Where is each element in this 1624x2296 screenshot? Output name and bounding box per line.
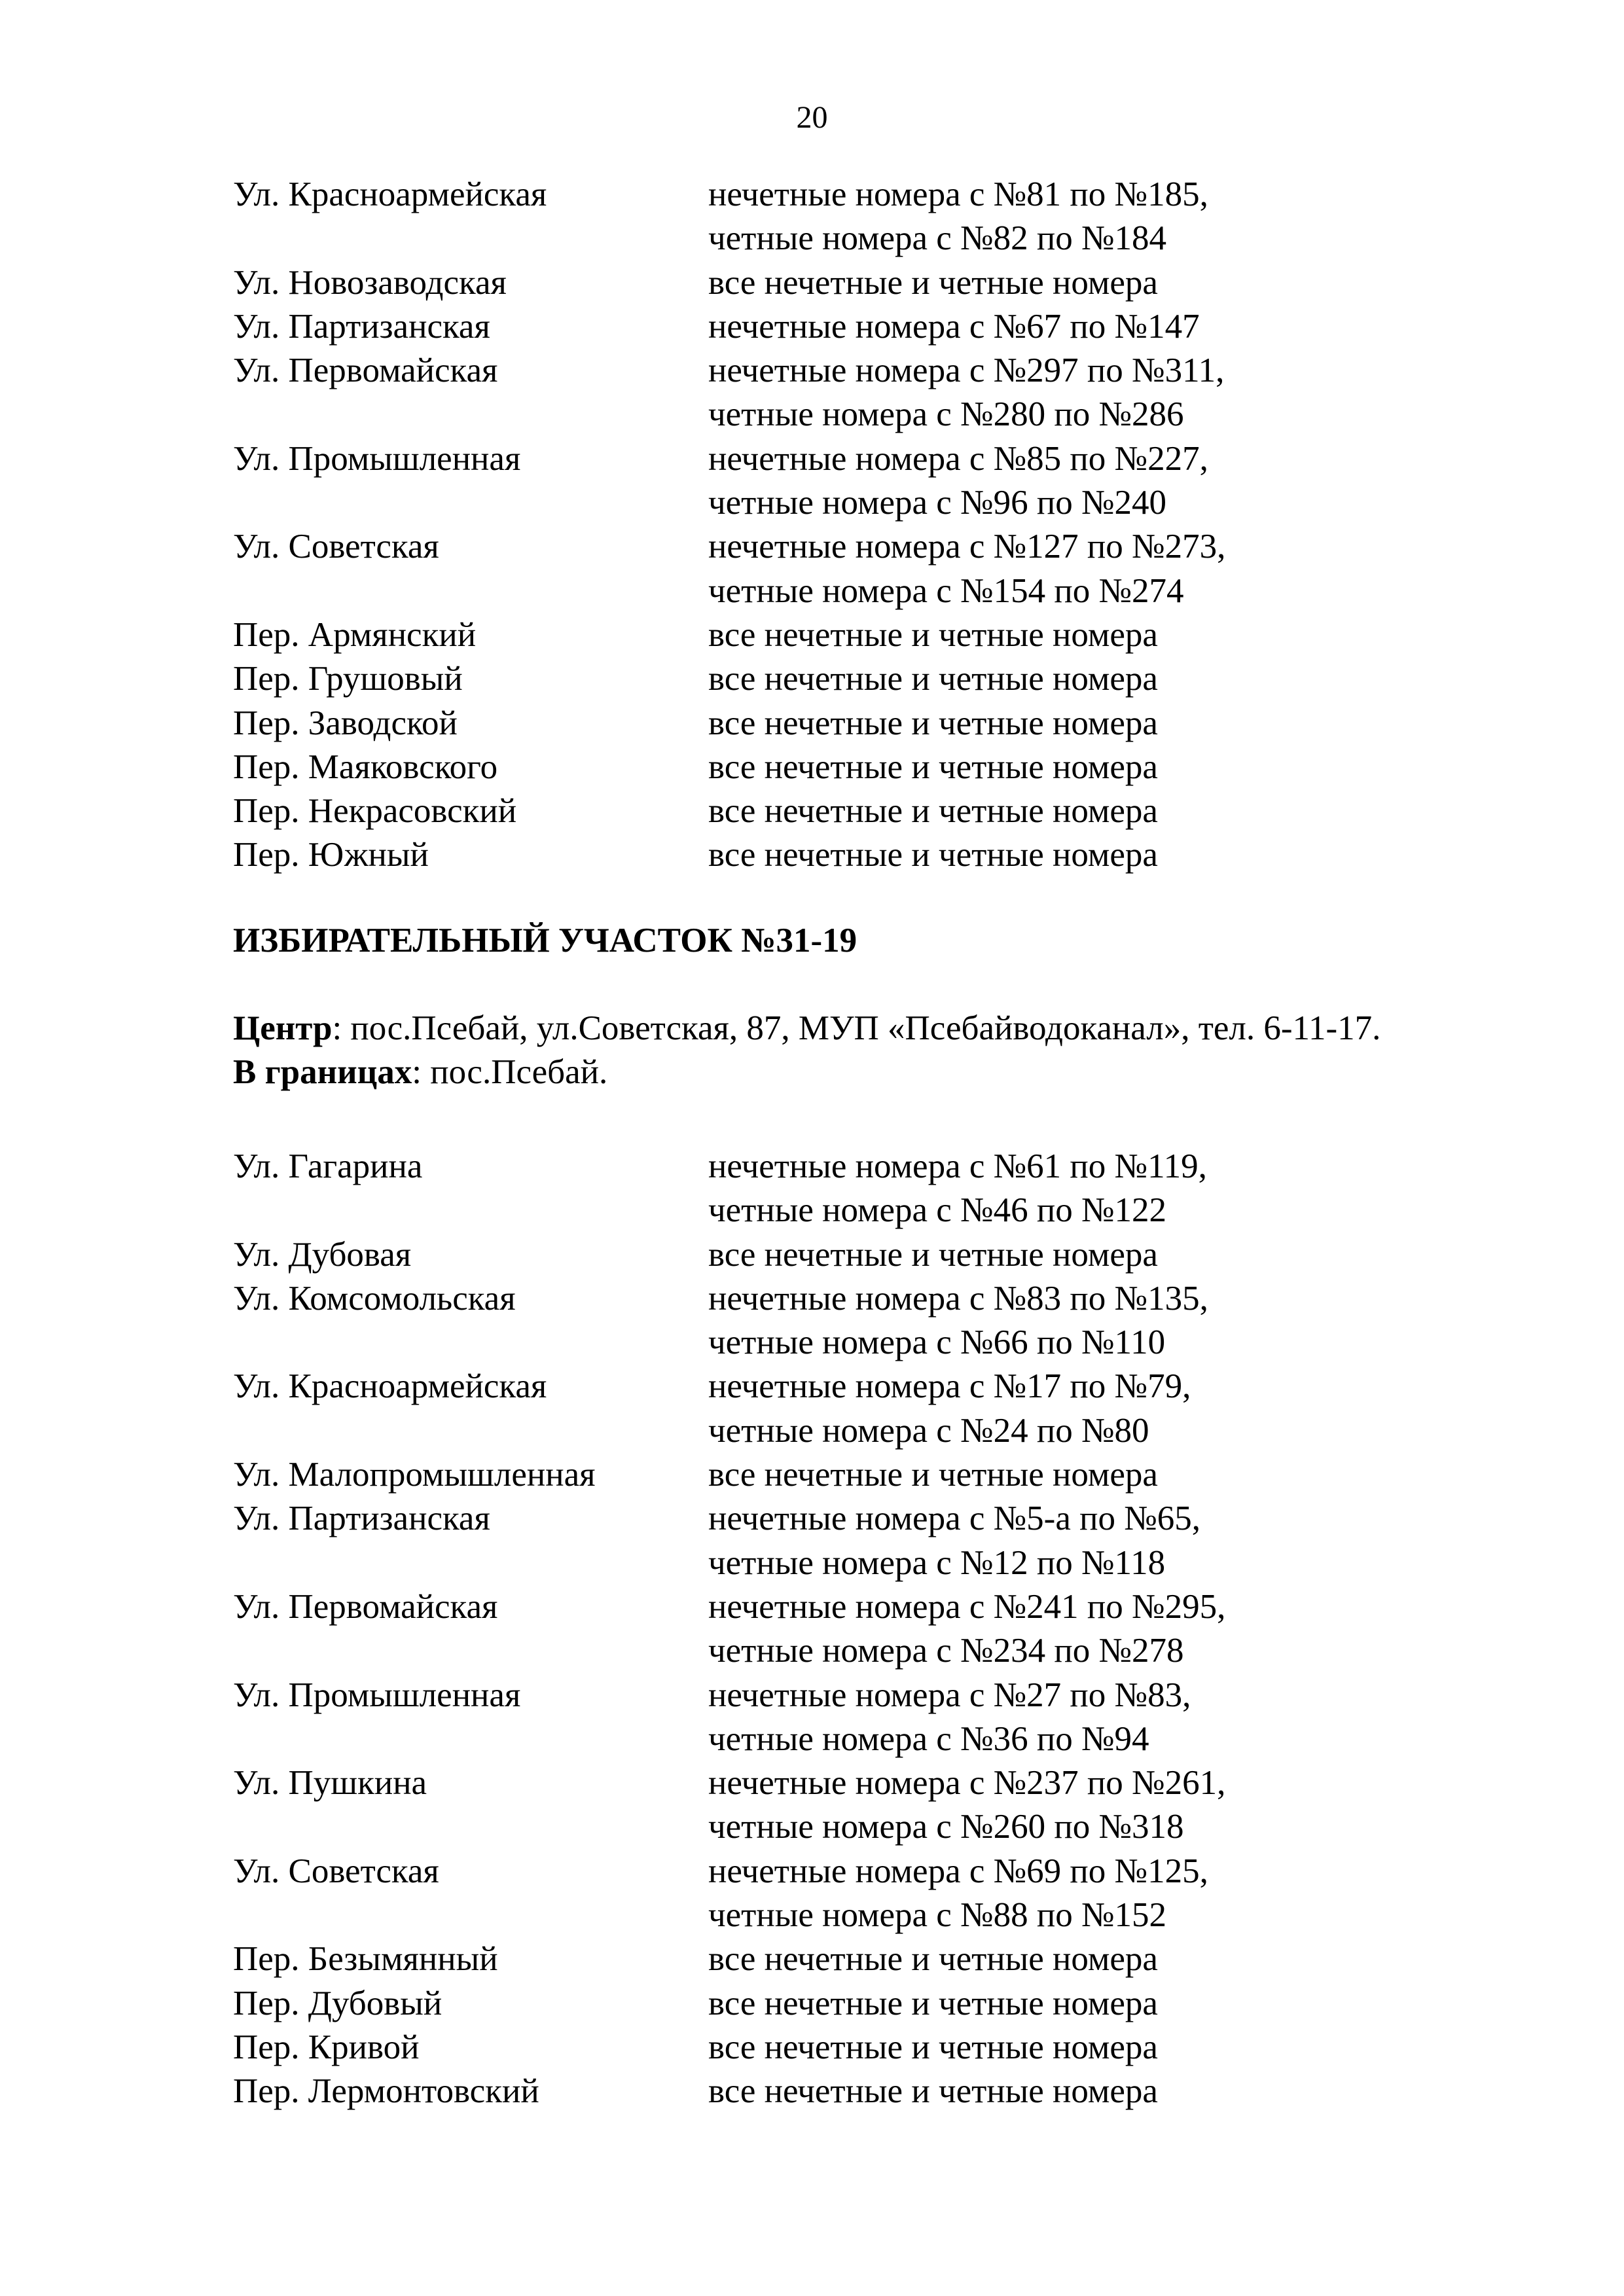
street-row [233,745,1542,789]
street-name: Пер. Безымянный [233,1940,498,1979]
street-row [233,789,1542,833]
house-number-range: все нечетные и четные номера [708,2028,1158,2066]
house-number-range: четные номера с №12 по №118 [708,1543,1166,1582]
precinct-bounds-line [233,1050,1380,1094]
house-number-ranges [708,1497,1542,1585]
street-row [233,525,1542,613]
house-number-range: все нечетные и четные номера [708,704,1158,742]
house-number-ranges [708,2026,1542,2070]
house-number-range: все нечетные и четные номера [708,792,1158,831]
house-number-ranges [708,1585,1542,1674]
house-number-ranges [708,1365,1542,1453]
center-text: : пос.Псебай, ул.Советская, 87, МУП «Псебайводоканал», тел. 6-11-17. [332,1009,1381,1047]
street-row [233,2070,1542,2113]
house-number-range: четные номера с №46 по №122 [708,1191,1167,1230]
street-name: Ул. Первомайская [233,351,498,390]
house-number-range: нечетные номера с №297 по №311, [708,351,1225,390]
house-number-range: нечетные номера с №85 по №227, [708,439,1208,478]
house-number-range: нечетные номера с №27 по №83, [708,1676,1191,1714]
street-name: Ул. Партизанская [233,307,490,346]
street-name: Пер. Лермонтовский [233,2072,539,2111]
street-row [233,702,1542,745]
street-name: Ул. Советская [233,528,439,566]
street-row [233,1497,1542,1585]
house-number-range: все нечетные и четные номера [708,660,1158,698]
street-row [233,1453,1542,1497]
bounds-label: В границах [233,1053,412,1091]
house-number-range: все нечетные и четные номера [708,747,1158,786]
street-row [233,1761,1542,1850]
house-number-range: четные номера с №260 по №318 [708,1808,1184,1846]
house-number-range: четные номера с №154 по №274 [708,571,1184,610]
house-number-ranges [708,657,1542,701]
street-row [233,1145,1542,1233]
house-number-ranges [708,1761,1542,1850]
street-row [233,1850,1542,1938]
street-name: Ул. Промышленная [233,439,521,478]
street-name: Пер. Кривой [233,2028,420,2066]
bounds-text: : пос.Псебай. [412,1053,608,1091]
house-number-range: нечетные номера с №17 по №79, [708,1367,1191,1406]
house-number-ranges [708,1453,1542,1497]
house-number-ranges [708,1145,1542,1233]
house-number-ranges [708,789,1542,833]
street-name: Пер. Дубовый [233,1984,442,2022]
house-number-range: четные номера с №96 по №240 [708,484,1167,522]
street-name: Ул. Советская [233,1852,439,1890]
house-number-range: четные номера с №24 по №80 [708,1411,1149,1450]
street-row [233,2026,1542,2070]
precinct-center-line [233,1007,1380,1050]
house-number-range: нечетные номера с №81 по №185, [708,175,1208,213]
house-number-ranges [708,1850,1542,1938]
center-label: Центр [233,1009,333,1047]
street-row [233,349,1542,437]
street-name: Ул. Новозаводская [233,263,507,302]
street-row [233,1585,1542,1674]
house-number-range: четные номера с №234 по №278 [708,1632,1184,1670]
street-row [233,437,1542,526]
house-number-range: четные номера с №82 по №184 [708,219,1167,258]
street-name: Ул. Первомайская [233,1587,498,1626]
house-number-range: все нечетные и четные номера [708,1456,1158,1494]
street-row [233,1937,1542,1981]
house-number-ranges [708,525,1542,613]
street-row [233,1365,1542,1453]
house-number-ranges [708,702,1542,745]
street-name: Ул. Промышленная [233,1676,521,1714]
street-name: Ул. Дубовая [233,1235,412,1274]
house-number-range: нечетные номера с №127 по №273, [708,528,1226,566]
house-number-ranges [708,1233,1542,1277]
house-number-range: все нечетные и четные номера [708,615,1158,654]
street-row [233,833,1542,877]
house-number-range: нечетные номера с №237 по №261, [708,1764,1226,1803]
house-number-ranges [708,1674,1542,1762]
street-name: Пер. Армянский [233,615,477,654]
house-number-range: нечетные номера с №61 по №119, [708,1147,1207,1185]
house-number-range: все нечетные и четные номера [708,263,1158,302]
street-row [233,305,1542,349]
house-number-range: четные номера с №280 по №286 [708,395,1184,434]
street-name: Ул. Красноармейская [233,175,547,213]
house-number-range: все нечетные и четные номера [708,1235,1158,1274]
house-number-ranges [708,349,1542,437]
street-row [233,657,1542,701]
street-name: Ул. Малопромышленная [233,1456,596,1494]
house-number-range: все нечетные и четные номера [708,1984,1158,2022]
page-number: 20 [796,100,828,135]
house-number-ranges [708,173,1542,261]
house-number-ranges [708,261,1542,305]
street-name: Пер. Некрасовский [233,792,517,831]
street-row [233,1233,1542,1277]
street-name: Пер. Заводской [233,704,458,742]
house-number-range: нечетные номера с №83 по №135, [708,1279,1208,1318]
street-row [233,1674,1542,1762]
house-number-range: четные номера с №66 по №110 [708,1323,1166,1362]
house-number-range: четные номера с №36 по №94 [708,1719,1149,1758]
house-number-ranges [708,613,1542,657]
house-number-ranges [708,437,1542,526]
street-name: Ул. Партизанская [233,1499,490,1538]
house-number-ranges [708,1277,1542,1365]
house-number-range: четные номера с №88 по №152 [708,1896,1167,1935]
street-name: Ул. Гагарина [233,1147,423,1185]
precinct-info [233,1007,1380,1094]
precinct-heading: ИЗБИРАТЕЛЬНЫЙ УЧАСТОК №31-19 [233,922,857,960]
house-number-ranges [708,1937,1542,1981]
street-row [233,261,1542,305]
house-number-range: все нечетные и четные номера [708,2072,1158,2111]
house-number-ranges [708,833,1542,877]
street-row [233,173,1542,261]
street-name: Ул. Пушкина [233,1764,427,1803]
street-name: Ул. Комсомольская [233,1279,516,1318]
house-number-ranges [708,1982,1542,2026]
house-number-ranges [708,2070,1542,2113]
street-list-precinct-31-19 [233,1145,1542,2114]
street-row [233,1277,1542,1365]
house-number-range: нечетные номера с №67 по №147 [708,307,1200,346]
street-row [233,613,1542,657]
house-number-range: нечетные номера с №5-а по №65, [708,1499,1201,1538]
street-name: Пер. Южный [233,836,429,874]
street-name: Пер. Грушовый [233,660,463,698]
street-row [233,1982,1542,2026]
house-number-ranges [708,305,1542,349]
house-number-range: нечетные номера с №69 по №125, [708,1852,1208,1890]
house-number-range: нечетные номера с №241 по №295, [708,1587,1226,1626]
street-name: Пер. Маяковского [233,747,498,786]
house-number-ranges [708,745,1542,789]
street-list-previous-precinct [233,173,1542,878]
street-name: Ул. Красноармейская [233,1367,547,1406]
house-number-range: все нечетные и четные номера [708,836,1158,874]
house-number-range: все нечетные и четные номера [708,1940,1158,1979]
